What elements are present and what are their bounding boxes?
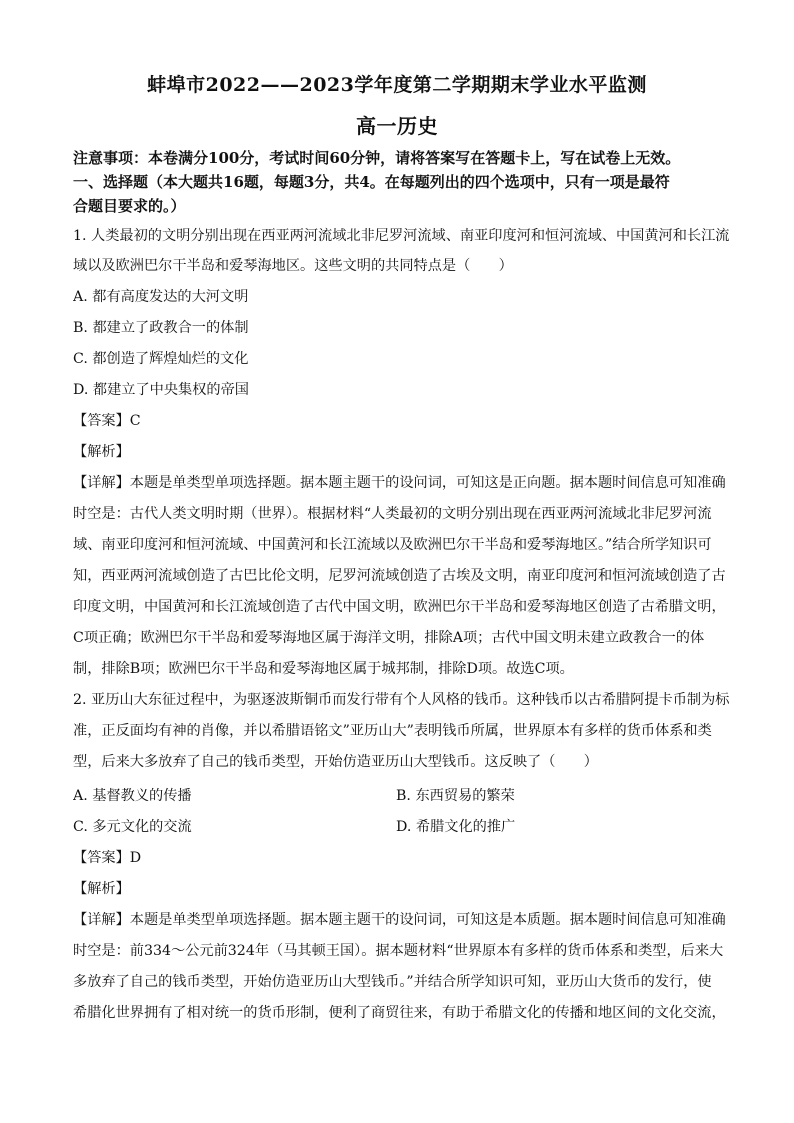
q1-option-d: D. 都建立了中央集权的帝国: [73, 382, 249, 398]
q1-detail-line: 制，排除B项；欧洲巴尔干半岛和爱琴海地区属于城邦制，排除D项。故选C项。: [73, 661, 574, 677]
q2-option-a: A. 基督教义的传播: [73, 788, 192, 804]
q2-option-b: B. 东西贸易的繁荣: [396, 788, 515, 804]
notice: 注意事项：本卷满分100分，考试时间60分钟，请将答案写在答题卡上，写在试卷上无效。: [73, 149, 681, 167]
q2-detail-line: 时空是：前334～公元前324年（马其顿王国）。据本题材料“世界原本有多样的货币体系和类型，后来大: [73, 943, 724, 959]
q1-answer: 【答案】C: [73, 413, 141, 429]
q2-stem-line-2: 准，正反面均有神的肖像，并以希腊语铭文”亚历山大”表明钱币所属，世界原本有多样的货币体系和类: [73, 723, 712, 739]
q1-stem-line-1: 1. 人类最初的文明分别出现在西亚两河流域北非尼罗河流域、南亚印度河和恒河流域、中国黄河和长江流: [73, 228, 730, 244]
q2-option-c: C. 多元文化的交流: [73, 819, 192, 835]
section-heading-line-1: 一、选择题（本大题共16题，每题3分，共4。在每题列出的四个选项中，只有一项是最符: [73, 173, 670, 191]
section-heading-line-2: 合题目要求的。）: [73, 197, 186, 215]
q2-stem-line-3: 型，后来大多放弃了自己的钱币类型，开始仿造亚历山大型钱币。这反映了（ ）: [73, 754, 598, 770]
q1-detail-line: 印度文明，中国黄河和长江流域创造了古代中国文明，欧洲巴尔干半岛和爱琴海地区创造了古希腊文明，: [73, 599, 726, 615]
q2-detail-line: 多放弃了自己的钱币类型，开始仿造亚历山大型钱币。”并结合所学知识可知，亚历山大货币的发行，使: [73, 974, 712, 990]
q1-option-a: A. 都有高度发达的大河文明: [73, 289, 249, 305]
q1-option-c: C. 都创造了辉煌灿烂的文化: [73, 351, 249, 367]
q2-analysis-label: 【解析】: [73, 881, 130, 897]
q1-detail-line: C项正确；欧洲巴尔干半岛和爱琴海地区属于海洋文明，排除A项；古代中国文明未建立政教合一的体: [73, 630, 705, 646]
q1-detail-line: 知，西亚两河流域创造了古巴比伦文明，尼罗河流域创造了古埃及文明，南亚印度河和恒河流域创造了古: [73, 568, 726, 584]
q2-stem-line-1: 2. 亚历山大东征过程中，为驱逐波斯铜币而发行带有个人风格的钱币。这种钱币以古希腊阿提卡币制为标: [73, 692, 730, 708]
q2-answer: 【答案】D: [73, 850, 142, 866]
q1-detail-line: 时空是：古代人类文明时期（世界）。根据材料“人类最初的文明分别出现在西亚两河流域北非尼罗河流: [73, 506, 712, 522]
q1-option-b: B. 都建立了政教合一的体制: [73, 320, 249, 336]
q2-detail-line: 【详解】本题是单类型单项选择题。据本题主题干的设问词，可知这是本质题。据本题时间信息可知准确: [73, 912, 726, 928]
q1-stem-line-2: 域以及欧洲巴尔干半岛和爱琴海地区。这些文明的共同特点是（ ）: [73, 258, 513, 274]
exam-title: 蚌埠市2022——2023学年度第二学期期末学业水平监测: [147, 74, 647, 96]
q2-detail-line: 希腊化世界拥有了相对统一的货币形制，便利了商贸往来，有助于希腊文化的传播和地区间的文化交流，: [73, 1005, 726, 1021]
exam-subject: 高一历史: [356, 114, 438, 138]
q1-detail-line: 域、南亚印度河和恒河流域、中国黄河和长江流域以及欧洲巴尔干半岛和爱琴海地区。”结合所学知识可: [73, 537, 712, 553]
q1-detail-line: 【详解】本题是单类型单项选择题。据本题主题干的设问词，可知这是正向题。据本题时间信息可知准确: [73, 475, 726, 491]
q2-option-d: D. 希腊文化的推广: [396, 819, 516, 835]
q1-analysis-label: 【解析】: [73, 444, 130, 460]
